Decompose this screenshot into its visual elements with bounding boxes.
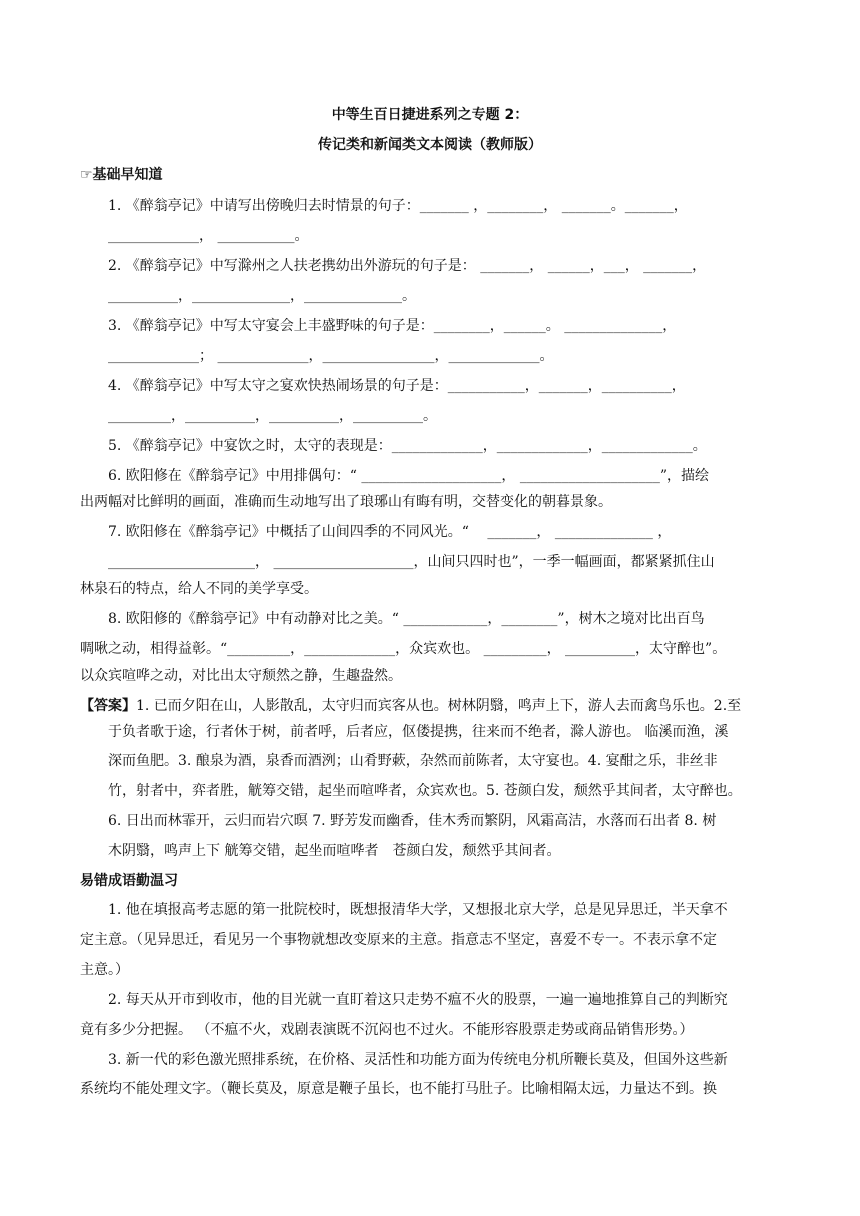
idiom-line: 3. 新一代的彩色激光照排系统，在价格、灵活性和功能方面为传统电分机所鞭长莫及，但国外这些新: [80, 1052, 728, 1068]
question-line: 出两幅对比鲜明的画面，准确而生动地写出了琅琊山有晦有明，交替变化的朝暮景象。: [80, 494, 612, 510]
question-line: __________，______________，______________。: [80, 288, 416, 304]
question-line: 7. 欧阳修在《醉翁亭记》中概括了山间四季的不同风光。“ _______， ______________ ，: [80, 524, 672, 540]
question-line: 1. 《醉翁亭记》中请写出傍晚归去时情景的句子：_______ ，________， _______。_______，: [80, 198, 688, 214]
answer-line: [80, 695, 782, 715]
doc-title-line2: 传记类和新闻类文本阅读（教师版）: [318, 137, 542, 153]
question-line: 5. 《醉翁亭记》中宴饮之时，太守的表现是：_____________，_____________，_____________。: [80, 438, 707, 454]
section-heading-basics: ☞基础早知道: [80, 167, 163, 183]
question-line: 4. 《醉翁亭记》中写太守之宴欢快热闹场景的句子是：___________，_______，__________，: [80, 378, 686, 394]
question-line: 林泉石的特点，给人不同的美学享受。: [80, 581, 318, 597]
idiom-line: 主意。）: [80, 962, 129, 978]
answer-line: 竹，射者中，弈者胜，觥筹交错，起坐而喧哗者，众宾欢也。5. 苍颜白发，颓然乎其间者，太守醉也。: [108, 783, 742, 799]
question-line: _____________， ___________。: [80, 228, 309, 244]
question-line: 2. 《醉翁亭记》中写滁州之人扶老携幼出外游玩的句子是： _______， ______，___， _______，: [80, 258, 707, 274]
question-line: _________，__________，__________，__________。: [80, 408, 437, 424]
answer-line: 木阴翳，鸣声上下 觥筹交错，起坐而喧哗者 苍颜白发，颓然乎其间者。: [108, 843, 561, 859]
idiom-line: 竟有多少分把握。 （不瘟不火，戏剧表演既不沉闷也不过火。不能形容股票走势或商品销售形势。）: [80, 1022, 694, 1038]
idiom-line: 系统均不能处理文字。（鞭长莫及，原意是鞭子虽长，也不能打马肚子。比喻相隔太远，力量达不到。换: [80, 1081, 717, 1097]
question-line: _____________； _____________，________________，_____________。: [80, 348, 554, 364]
section-heading-idioms: 易错成语勤温习: [80, 873, 178, 889]
doc-title-line1: 中等生百日捷进系列之专题 2：: [331, 107, 529, 123]
question-line: 6. 欧阳修在《醉翁亭记》中用排偶句：“ ____________________， ____________________”，描绘: [80, 468, 710, 484]
answer-line: 深而鱼肥。3. 酿泉为酒，泉香而酒洌；山肴野蔌，杂然而前陈者，太守宴也。4. 宴酣之乐，非丝非: [108, 753, 718, 769]
question-line: 8. 欧阳修的《醉翁亭记》中有动静对比之美。“ ____________，________”，树木之境对比出百鸟: [80, 611, 705, 627]
question-line: 啁啾之动，相得益彰。“_________，_____________，众宾欢也。 _________， __________，太守醉也”。: [80, 641, 727, 657]
question-line: _____________________， ____________________，山间只四时也”，一季一幅画面，都紧紧抓住山: [80, 554, 715, 570]
idiom-line: 2. 每天从开市到收市，他的目光就一直盯着这只走势不瘟不火的股票，一遍一遍地推算自己的判断究: [80, 992, 728, 1008]
answer-line: 于负者歌于途，行者休于树，前者呼，后者应，伛偻提携，往来而不绝者，滁人游也。 临溪而渔，溪: [108, 724, 729, 740]
answer-line: 6. 日出而林霏开，云归而岩穴暝 7. 野芳发而幽香，佳木秀而繁阴，风霜高洁，水落而石出者 8. 树: [108, 813, 717, 829]
answer-text: 1. 已而夕阳在山，人影散乱，太守归而宾客从也。树林阴翳，鸣声上下，游人去而禽鸟乐也。2.至: [136, 698, 742, 714]
question-line: 3. 《醉翁亭记》中写太守宴会上丰盛野味的句子是：________，______。 ______________，: [80, 318, 677, 334]
idiom-line: 定主意。（见异思迁，看见另一个事物就想改变原来的主意。指意志不坚定，喜爱不专一。不表示拿不定: [80, 932, 717, 948]
idiom-line: 1. 他在填报高考志愿的第一批院校时，既想报清华大学，又想报北京大学，总是见异思迁，半天拿不: [80, 902, 728, 918]
question-line: 以众宾喧哗之动，对比出太守颓然之静，生趣盎然。: [80, 668, 402, 684]
answer-label: 【答案】: [80, 698, 136, 714]
